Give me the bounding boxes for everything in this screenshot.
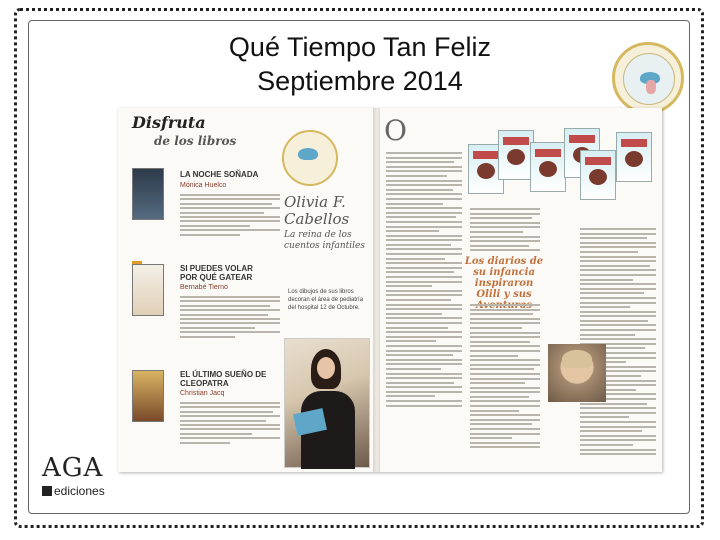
brand-logo-emblem bbox=[612, 42, 684, 114]
olili-books-stack bbox=[468, 120, 598, 200]
emblem-bird-icon bbox=[298, 148, 318, 160]
magazine-spread-image bbox=[118, 108, 662, 472]
slide-title-line1: Qué Tiempo Tan Feliz bbox=[228, 32, 492, 62]
feature-author-subtitle: La reina de los cuentos infantiles bbox=[284, 230, 365, 251]
book-text-2 bbox=[180, 296, 280, 340]
olili-book-6 bbox=[616, 132, 652, 182]
feature-emblem bbox=[282, 130, 338, 186]
book-author-2: Bernabé Tierno bbox=[180, 284, 228, 291]
girl-icon bbox=[646, 80, 656, 94]
book-author-1: Mónica Huelco bbox=[180, 182, 227, 189]
book-title-2: SI PUEDES VOLAR POR QUÉ GATEAR bbox=[180, 264, 253, 282]
section-title-sub: de los libros bbox=[154, 134, 237, 148]
article-column-2-top bbox=[470, 208, 540, 254]
aga-logo-bar-icon bbox=[42, 486, 52, 496]
aga-logo-sub-text: ediciones bbox=[54, 484, 105, 498]
article-subhead: Los diarios de su infancia inspiraron Olili y sus bbox=[464, 256, 544, 300]
childhood-photo-hair bbox=[562, 350, 592, 368]
article-column-3 bbox=[580, 228, 656, 458]
section-title bbox=[132, 114, 236, 150]
logo-inner-circle bbox=[623, 53, 675, 105]
magazine-right-page bbox=[380, 108, 662, 472]
photo-face bbox=[317, 357, 335, 379]
book-cover-3 bbox=[132, 370, 164, 422]
drop-cap-icon: O bbox=[384, 114, 407, 147]
book-cover-2 bbox=[132, 264, 164, 316]
feature-caption: Los dibujos de sus libros decoran el área de pediatría del hospital 12 de Octubre. bbox=[288, 289, 364, 311]
aga-logo: AGA bbox=[42, 453, 104, 483]
olili-book-2 bbox=[498, 130, 534, 180]
book-title-1: LA NOCHE SOÑADA bbox=[180, 170, 259, 179]
author-photo bbox=[284, 338, 370, 468]
article-column-1 bbox=[386, 152, 462, 409]
olili-book-5 bbox=[580, 150, 616, 200]
book-cover-1 bbox=[132, 168, 164, 220]
magazine-left-page bbox=[118, 108, 374, 472]
book-title-3: EL ÚLTIMO SUEÑO DE CLEOPATRA bbox=[180, 370, 267, 388]
section-title-main: Disfruta bbox=[132, 113, 206, 132]
olili-books-stack-2 bbox=[580, 120, 656, 200]
book-text-1 bbox=[180, 194, 280, 238]
book-text-3 bbox=[180, 402, 280, 446]
olili-book-3 bbox=[530, 142, 566, 192]
feature-author-name: Olivia F. Cabellos bbox=[284, 193, 350, 228]
slide-title-line2: Septiembre 2014 bbox=[257, 66, 463, 96]
article-column-2 bbox=[470, 304, 540, 451]
aga-logo-sub bbox=[42, 484, 105, 498]
childhood-photo bbox=[548, 344, 606, 402]
slide-title bbox=[0, 30, 720, 98]
book-author-3: Christian Jacq bbox=[180, 390, 225, 397]
